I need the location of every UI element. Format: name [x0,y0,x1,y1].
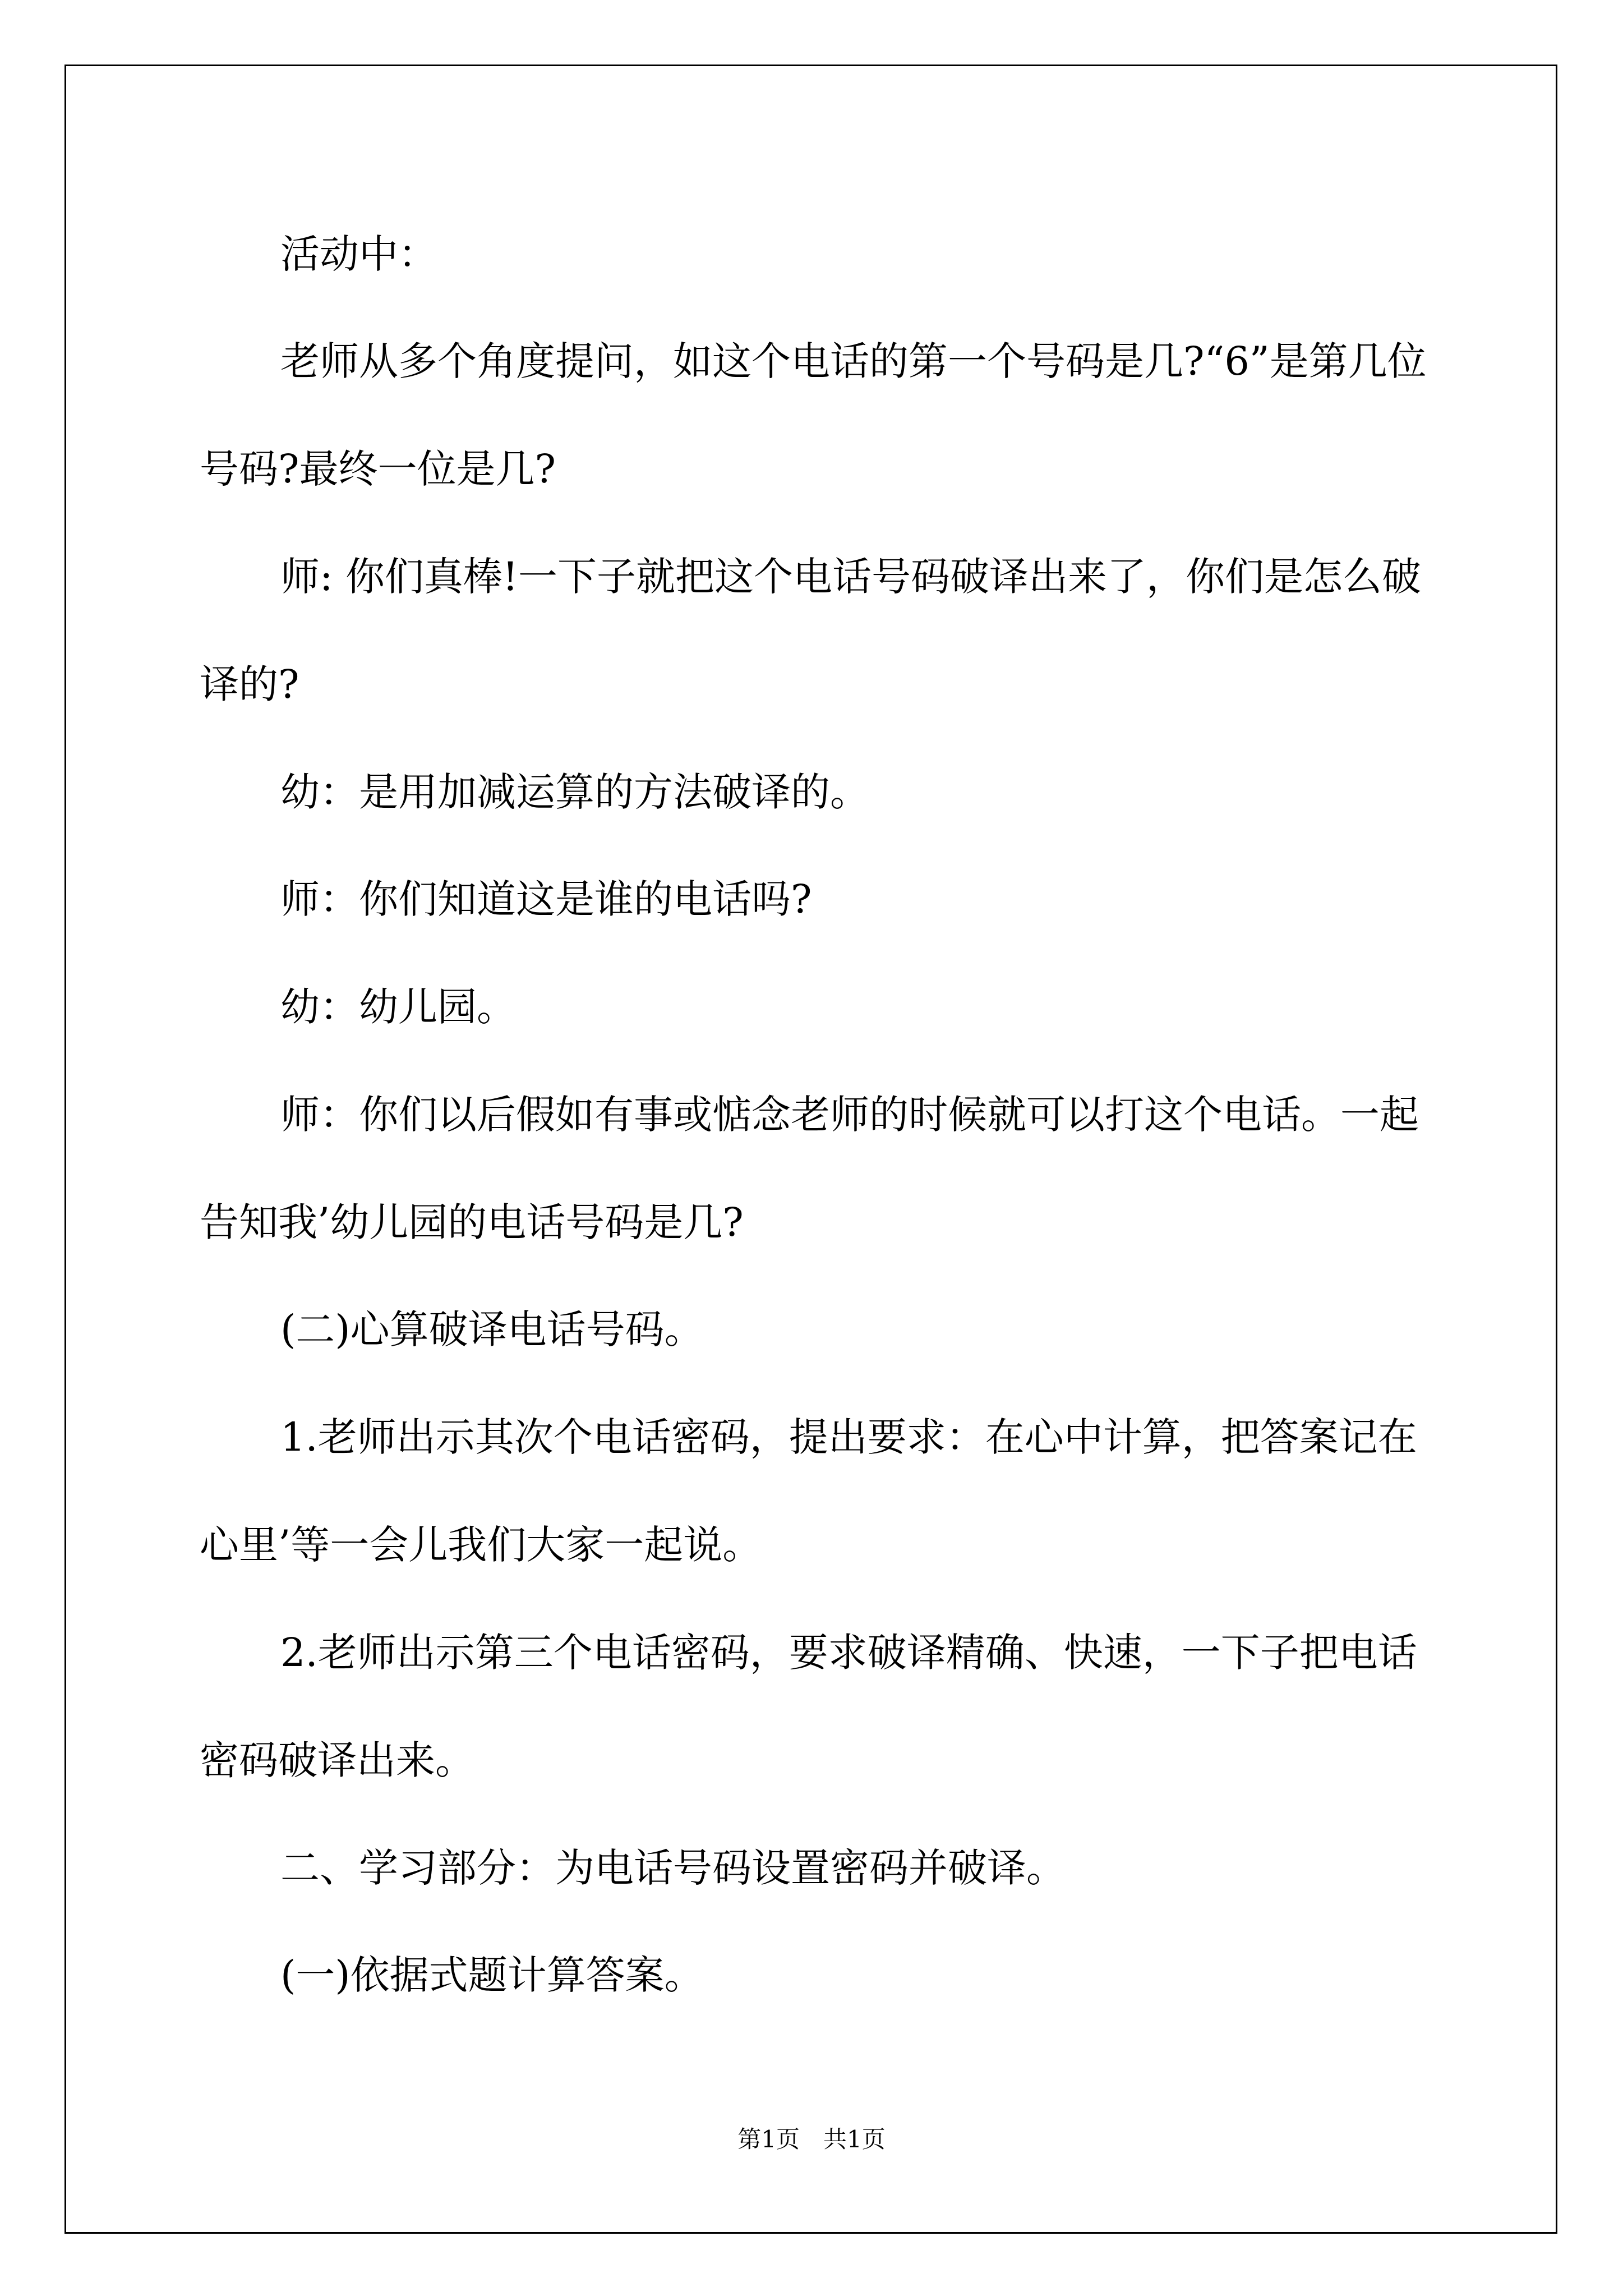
paragraph-2: 老师从多个角度提问，如这个电话的第一个号码是几?“6”是第几位号码?最终一位是几? [200,338,1427,492]
page-footer: 第1页 共1页 [737,2125,886,2153]
paragraph-10: 2.老师出示第三个电话密码，要求破译精确、快速，一下子把电话密码破译出来。 [200,1630,1417,1783]
paragraph-4: 幼：是用加减运算的方法破译的。 [280,769,869,815]
paragraph-11: 二、学习部分：为电话号码设置密码并破译。 [280,1845,1066,1891]
paragraph-6: 幼：幼儿园。 [280,984,516,1030]
paragraph-5: 师：你们知道这是谁的电话吗? [280,876,812,922]
paragraph-7: 师：你们以后假如有事或惦念老师的时候就可以打这个电话。一起告知我’幼儿园的电话号码是几? [200,1092,1419,1245]
paragraph-3: 师: 你们真棒!一下子就把这个电话号码破译出来了，你们是怎么破译的? [200,554,1421,707]
paragraph-9: 1.老师出示其次个电话密码，提出要求：在心中计算，把答案记在心里’等一会儿我们大家一起说。 [200,1414,1417,1568]
paragraph-12: (一)依据式题计算答案。 [280,1952,704,1998]
paragraph-8: (二)心算破译电话号码。 [280,1306,704,1352]
paragraph-1: 活动中： [280,231,437,277]
